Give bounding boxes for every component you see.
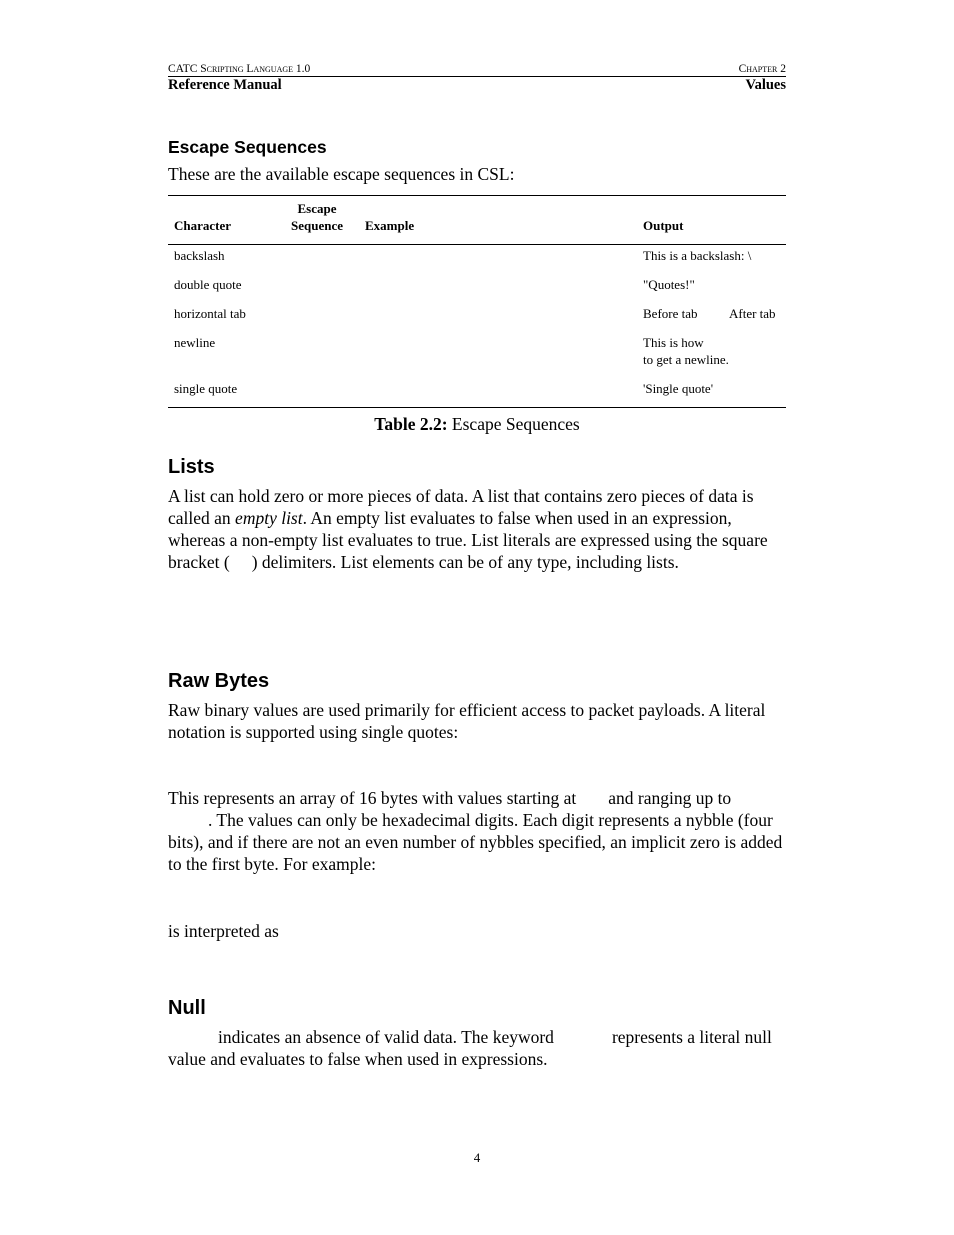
cell-character: newline: [174, 335, 216, 350]
page-number: 4: [473, 1150, 481, 1165]
escape-intro: These are the available escape sequences in CSL:: [168, 164, 515, 184]
cell-character: horizontal tab: [174, 306, 246, 321]
table-row: [168, 322, 786, 368]
cell-escape: [275, 245, 359, 265]
output-line1: This is how: [643, 335, 704, 350]
raw-paragraph-1: Raw binary values are used primarily for efficient access to packet payloads. A literal notation is supported using single quotes:: [168, 700, 766, 742]
lists-text-b: . An empty list evaluates to false when used in an expression, whereas a non-empty list evaluates to true. List literals are expressed using the square bracket (: [168, 508, 768, 572]
cell-output: "Quotes!": [643, 277, 695, 292]
col-escape-sequence: [275, 196, 359, 245]
caption-label: Table 2.2:: [374, 414, 448, 434]
cell-example: [359, 293, 637, 322]
document-page: [168, 0, 786, 1070]
cell-example: [359, 368, 637, 408]
col-example: Example: [365, 218, 415, 233]
col-character: Character: [174, 218, 232, 233]
raw-text-b: and ranging up to: [608, 788, 732, 808]
cell-character: backslash: [174, 248, 225, 263]
header-chapter: Chapter 2: [738, 63, 786, 75]
cell-output: [637, 293, 786, 322]
null-text-b: represents a literal null value and evaluates to false when used in expressions.: [168, 1027, 772, 1069]
table-row: [168, 368, 786, 408]
output-after-tab: After tab: [729, 306, 776, 321]
raw-paragraph-2: [168, 787, 786, 875]
cell-escape: [275, 368, 359, 408]
table-header-row: [168, 196, 786, 245]
cell-character: single quote: [174, 381, 238, 396]
lists-text-c: ) delimiters. List elements can be of any type, including lists.: [251, 552, 679, 572]
cell-output: This is a backslash: \: [643, 248, 752, 263]
running-header-bottom: [168, 76, 786, 93]
header-section: Values: [745, 77, 786, 93]
raw-paragraph-3: is interpreted as: [168, 921, 279, 941]
header-manual: Reference Manual: [168, 77, 282, 93]
table-row: [168, 264, 786, 293]
raw-text-a: This represents an array of 16 bytes with values starting at: [168, 788, 577, 808]
cell-example: [359, 245, 637, 265]
lists-paragraph: [168, 485, 786, 573]
null-text-a: indicates an absence of valid data. The keyword: [218, 1027, 554, 1047]
cell-escape: [275, 293, 359, 322]
col-output: Output: [643, 218, 684, 233]
output-line2: to get a newline.: [643, 352, 729, 367]
cell-example: [359, 322, 637, 368]
escape-sequences-table: [168, 195, 786, 408]
null-paragraph: [168, 1026, 786, 1070]
cell-escape: [275, 322, 359, 368]
cell-output: 'Single quote': [643, 381, 714, 396]
raw-text-c: . The values can only be hexadecimal digits. Each digit represents a nybble (four bits), and if there are not an even number of nybbles specified, an implicit zero is added to the first byte. For example:: [168, 810, 783, 874]
col-escape-line1: Escape: [297, 201, 337, 216]
raw-bytes-heading: Raw Bytes: [168, 670, 270, 692]
col-escape-line2: Sequence: [291, 218, 343, 233]
table-caption: [168, 413, 786, 435]
lists-text-a: A list can hold zero or more pieces of data. A list that contains zero pieces of data is called an: [168, 486, 754, 528]
cell-output: [637, 322, 786, 368]
header-doc-title: CATC Scripting Language 1.0: [168, 63, 311, 75]
lists-heading: Lists: [168, 456, 215, 478]
caption-text: Escape Sequences: [447, 414, 580, 434]
table-row: [168, 245, 786, 265]
lists-term-empty-list: empty list: [235, 508, 303, 528]
null-heading: Null: [168, 997, 206, 1019]
cell-example: [359, 264, 637, 293]
table-row: [168, 293, 786, 322]
escape-sequences-heading: Escape Sequences: [168, 137, 327, 157]
cell-escape: [275, 264, 359, 293]
running-header-top: [168, 62, 786, 76]
output-before-tab: Before tab: [643, 306, 698, 321]
cell-character: double quote: [174, 277, 242, 292]
